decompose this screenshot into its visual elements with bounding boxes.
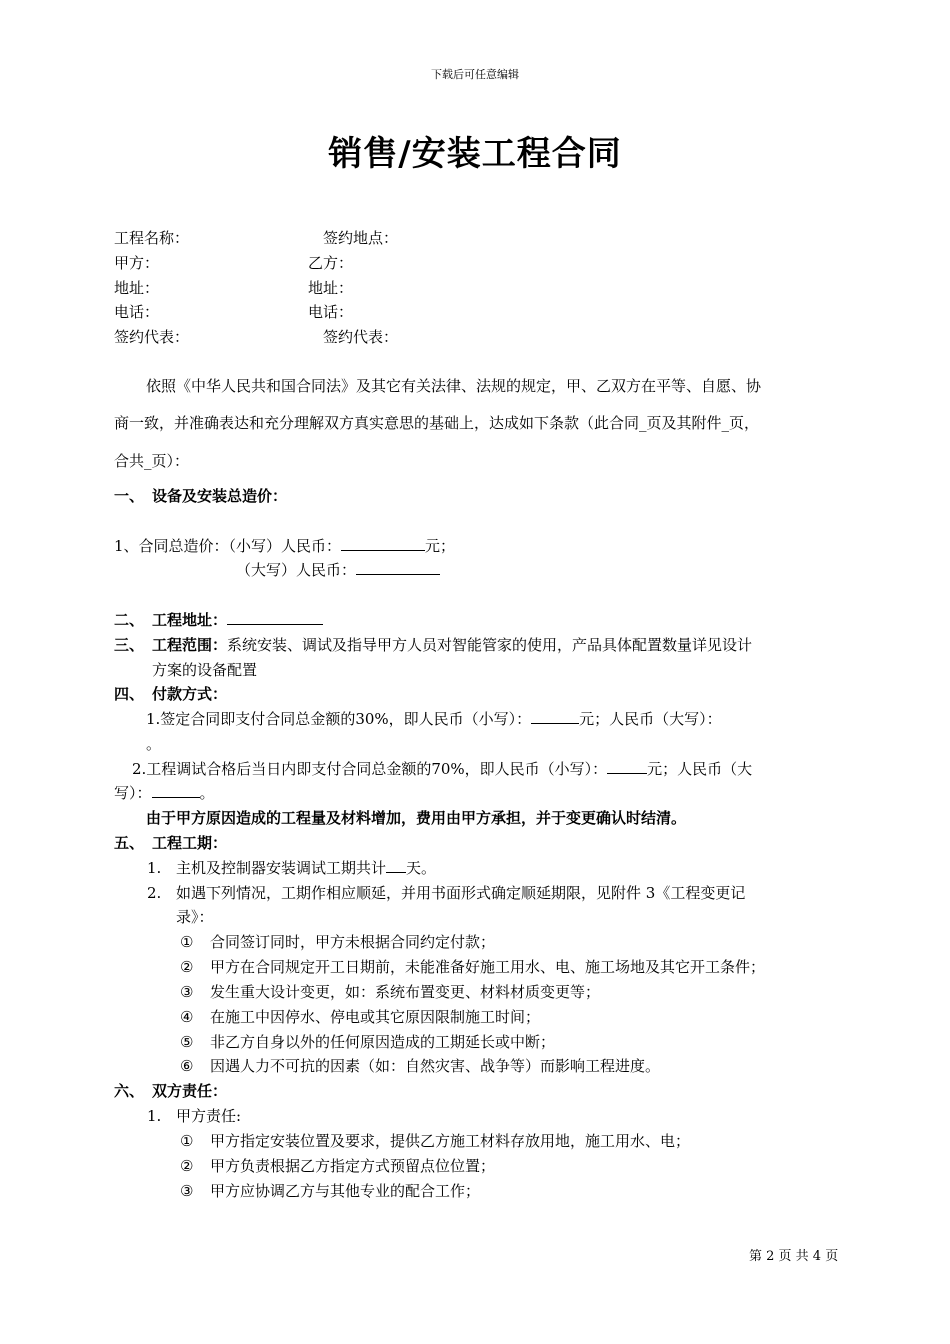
page-number: 第 2 页 共 4 页: [749, 1249, 839, 1264]
section-3-text-1: 系统安装、调试及指导甲方人员对智能管家的使用，产品具体配置数量详见设计: [227, 636, 753, 654]
total-price-upper-line: [236, 558, 440, 582]
payment-1-end: 。: [146, 735, 162, 753]
delay-5-marker: ⑤: [180, 1033, 194, 1051]
payment-2-line: [132, 757, 752, 781]
schedule-item-1-text-a: 主机及控制器安装调试工期共计: [176, 859, 387, 877]
intro-line-1: 依照《中华人民共和国合同法》及其它有关法律、法规的规定，甲、乙双方在平等、自愿、协: [146, 377, 762, 395]
schedule-days-blank: [386, 856, 406, 873]
payment-2-text-d: 。: [199, 784, 215, 802]
total-price-label: 1、合同总造价：（小写）人民币：: [114, 537, 342, 555]
duty-2-text: 甲方负责根据乙方指定方式预留点位位置；: [210, 1157, 496, 1175]
payment-2-blank: [607, 757, 647, 774]
duty-item-1-text: 甲方责任:: [176, 1107, 242, 1125]
schedule-item-1-number: 1.: [147, 859, 162, 877]
delay-5-text: 非乙方自身以外的任何原因造成的工期延长或中断；: [210, 1033, 556, 1051]
section-4-number: 四、: [114, 685, 145, 703]
delay-3-marker: ③: [180, 983, 194, 1001]
party-a-label: 甲方：: [114, 254, 160, 272]
total-price-upper-label: （大写）人民币：: [236, 561, 357, 579]
total-price-line: [114, 534, 455, 558]
payment-2-text-c: 写）：: [114, 784, 152, 802]
rep-a-label: 签约代表：: [114, 328, 190, 346]
rep-b-label: 签约代表：: [323, 328, 399, 346]
payment-1-blank: [531, 707, 579, 724]
delay-6-text: 因遇人力不可抗的因素（如：自然灾害、战争等）而影响工程进度。: [210, 1057, 661, 1075]
phone-b-label: 电话：: [308, 303, 354, 321]
project-address-blank: [227, 608, 323, 625]
delay-1-text: 合同签订同时，甲方未根据合同约定付款；: [210, 933, 496, 951]
duty-3-marker: ③: [180, 1182, 194, 1200]
section-2-title: 工程地址：: [152, 611, 228, 629]
payment-2-text-a: 2.工程调试合格后当日内即支付合同总金额的70%，即人民币（小写）：: [132, 760, 608, 778]
party-b-label: 乙方：: [308, 254, 354, 272]
schedule-item-1-text-b: 天。: [406, 859, 437, 877]
schedule-item-2-text-b: 录》：: [176, 908, 214, 926]
sign-place-label: 签约地点：: [323, 229, 399, 247]
duty-1-marker: ①: [180, 1132, 194, 1150]
payment-2-text-b: 元；人民币（大: [647, 760, 753, 778]
duty-item-1-number: 1.: [147, 1107, 162, 1125]
section-3-line-1: [152, 633, 752, 657]
delay-6-marker: ⑥: [180, 1057, 194, 1075]
duty-3-text: 甲方应协调乙方与其他专业的配合工作；: [210, 1182, 481, 1200]
section-1-title: 设备及安装总造价：: [152, 487, 288, 505]
section-2-line: [152, 608, 323, 632]
total-price-unit: 元；: [425, 537, 456, 555]
section-6-title: 双方责任：: [152, 1082, 228, 1100]
header-note: 下载后可任意编辑: [431, 68, 519, 81]
schedule-item-2-number: 2.: [147, 884, 162, 902]
address-a-label: 地址：: [114, 279, 160, 297]
section-4-title: 付款方式：: [152, 685, 228, 703]
payment-2-line-2: [114, 781, 215, 805]
delay-4-text: 在施工中因停水、停电或其它原因限制施工时间；: [210, 1008, 541, 1026]
project-name-label: 工程名称：: [114, 229, 190, 247]
delay-1-marker: ①: [180, 933, 194, 951]
payment-1-text-a: 1.签定合同即支付合同总金额的30%，即人民币（小写）：: [146, 710, 532, 728]
payment-note: 由于甲方原因造成的工程量及材料增加，费用由甲方承担，并于变更确认时结清。: [146, 809, 687, 827]
section-1-number: 一、: [114, 487, 145, 505]
delay-3-text: 发生重大设计变更，如：系统布置变更、材料材质变更等；: [210, 983, 601, 1001]
section-5-title: 工程工期：: [152, 834, 228, 852]
section-3-title: 工程范围：: [152, 636, 228, 654]
delay-2-marker: ②: [180, 958, 194, 976]
address-b-label: 地址：: [308, 279, 354, 297]
section-6-number: 六、: [114, 1082, 145, 1100]
phone-a-label: 电话：: [114, 303, 160, 321]
payment-1-line: [146, 707, 722, 731]
section-5-number: 五、: [114, 834, 145, 852]
payment-1-text-b: 元；人民币（大写）：: [579, 710, 722, 728]
intro-line-3: 合共_页）：: [114, 452, 190, 470]
intro-line-2: 商一致，并准确表达和充分理解双方真实意思的基础上，达成如下条款（此合同_页及其附件_页，: [114, 414, 760, 432]
schedule-item-1: [176, 856, 436, 880]
duty-1-text: 甲方指定安装位置及要求，提供乙方施工材料存放用地，施工用水、电；: [210, 1132, 691, 1150]
delay-2-text: 甲方在合同规定开工日期前，未能准备好施工用水、电、施工场地及其它开工条件；: [210, 958, 766, 976]
section-2-number: 二、: [114, 611, 145, 629]
contract-title: 销售/安装工程合同: [328, 134, 622, 174]
delay-4-marker: ④: [180, 1008, 194, 1026]
section-3-number: 三、: [114, 636, 145, 654]
payment-2-upper-blank: [152, 781, 200, 798]
schedule-item-2-text-a: 如遇下列情况，工期作相应顺延，并用书面形式确定顺延期限，见附件 3《工程变更记: [176, 884, 746, 902]
total-price-blank: [341, 534, 425, 551]
total-price-upper-blank: [356, 558, 440, 575]
duty-2-marker: ②: [180, 1157, 194, 1175]
section-3-text-2: 方案的设备配置: [152, 661, 258, 679]
